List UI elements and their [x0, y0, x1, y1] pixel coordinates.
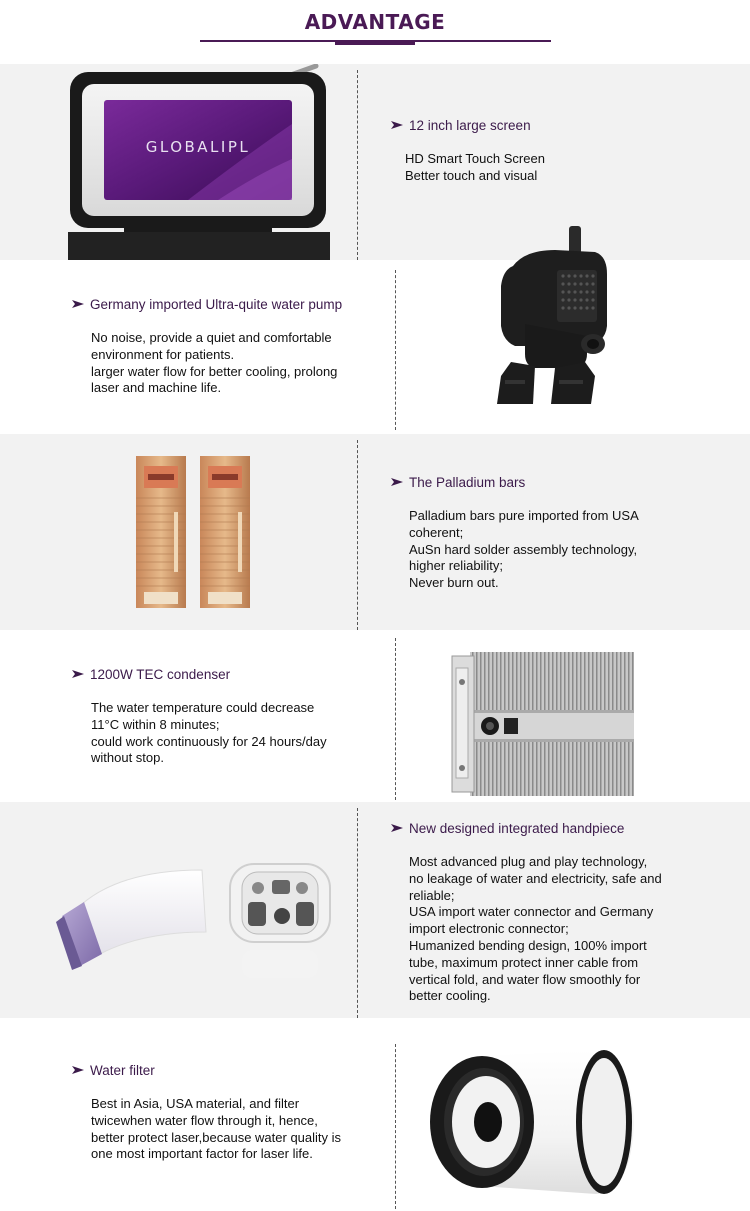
arrow-right-icon [72, 1066, 84, 1074]
section-divider [395, 270, 396, 430]
arrow-right-icon [391, 824, 403, 832]
touch-screen-image [68, 64, 330, 260]
arrow-right-icon [72, 670, 84, 678]
section-divider [357, 808, 358, 1018]
feature-description: Palladium bars pure imported from USA coherent; AuSn hard solder assembly technology, higher reliability; Never burn out. [409, 508, 639, 591]
feature-handpiece [391, 820, 662, 1005]
feature-title: 1200W TEC condenser [72, 666, 327, 683]
feature-title: Germany imported Ultra-quite water pump [72, 296, 342, 313]
feature-description: Best in Asia, USA material, and filter twicewhen water flow through it, hence, better protect laser,because water quality is one most important factor for laser life. [91, 1096, 342, 1162]
feature-title: New designed integrated handpiece [391, 820, 662, 837]
feature-description: HD Smart Touch Screen Better touch and visual [405, 151, 545, 183]
page-title: ADVANTAGE [304, 10, 446, 34]
section-palladium-bars [0, 434, 750, 630]
water-filter-image [428, 1046, 634, 1198]
section-divider [395, 638, 396, 800]
arrow-right-icon [391, 121, 403, 129]
arrow-right-icon [391, 478, 403, 486]
feature-title: Water filter [72, 1062, 341, 1079]
section-divider [357, 70, 358, 260]
title-underline-tab [335, 40, 415, 45]
feature-title: 12 inch large screen [391, 117, 545, 134]
feature-title: The Palladium bars [391, 474, 639, 491]
water-pump-image [495, 226, 610, 404]
handpiece-image [52, 858, 342, 982]
feature-water-filter [72, 1062, 341, 1163]
section-divider [357, 440, 358, 630]
feature-water-pump [72, 296, 342, 397]
section-divider [395, 1044, 396, 1209]
feature-description: The water temperature could decrease 11°C within 8 minutes; could work continuously for 24 hours/day without stop. [91, 700, 327, 766]
feature-screen [391, 117, 545, 185]
feature-description: No noise, provide a quiet and comfortable environment for patients. larger water flow for better cooling, prolong laser and machine life. [91, 330, 338, 396]
section-screen [0, 64, 750, 260]
screen-logo-text: GLOBALIPL [145, 138, 251, 156]
feature-palladium-bars [391, 474, 639, 592]
section-tec-condenser [0, 630, 750, 802]
arrow-right-icon [72, 300, 84, 308]
page-header [0, 0, 750, 62]
palladium-bars-image [130, 452, 255, 614]
section-water-filter [0, 1018, 750, 1211]
feature-tec-condenser [72, 666, 327, 767]
tec-condenser-image [448, 652, 634, 796]
section-water-pump [0, 260, 750, 434]
section-handpiece [0, 802, 750, 1018]
feature-description: Most advanced plug and play technology, no leakage of water and electricity, safe and reliable; USA import water connector and Germany import electronic connector; Humanized bending design, 100% import tube, maximum protect inner cable from vertical fold, and water flow smoothly for better cooling. [409, 854, 662, 1004]
